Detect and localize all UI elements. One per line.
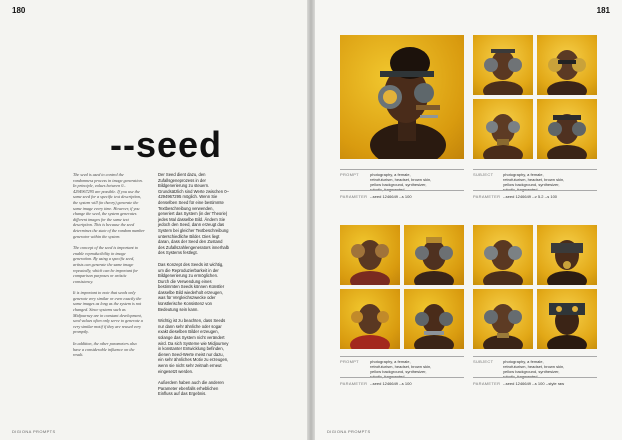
headset-figure-illustration (537, 225, 597, 285)
prompt-info-block-4 (473, 359, 597, 399)
german-column (158, 172, 230, 403)
right-page (315, 0, 622, 440)
prompt-label: PROMPT (340, 172, 359, 177)
page-number-left: 180 (12, 6, 26, 15)
portrait-image-grid-b4 (404, 289, 464, 349)
portrait-image-grid-b2 (404, 225, 464, 285)
prompt-value: photography, a female, retrofuturism, headset, brown skin, yellow background, synthesizer, robotic, fragmented (370, 172, 432, 192)
headset-figure-illustration (537, 289, 597, 349)
book-gutter (307, 0, 315, 440)
headset-figure-illustration (473, 35, 533, 95)
prompt-info-block-3 (340, 359, 464, 399)
portrait-image-grid-c1 (473, 225, 533, 285)
divider (340, 169, 464, 170)
portrait-image-large-1 (340, 35, 464, 159)
headset-figure-illustration (473, 225, 533, 285)
divider (473, 169, 597, 170)
page-title: --seed (110, 124, 223, 165)
subject-value: photography, a female, retrofuturism, headset, brown skin, yellow background, synthesizer, robotic, fragmented (503, 359, 565, 379)
de-paragraph: Außerdem haben auch die anderen Parameter ebenfalls erheblichen Einfluss auf das Ergebnis. (158, 380, 224, 397)
portrait-image-grid-a3 (473, 99, 533, 159)
footer-left: DIGIONA PROMPTS (12, 429, 56, 434)
portrait-image-grid-c2 (537, 225, 597, 285)
prompt-info-block-1 (340, 172, 464, 212)
parameter-label: PARAMETER (473, 381, 501, 386)
prompt-label: PROMPT (340, 359, 359, 364)
parameter-value: --seed 1246649 --s 100 (370, 381, 412, 386)
page-number-right: 181 (596, 6, 610, 15)
subject-label: SUBJECT (473, 359, 494, 364)
portrait-image-grid-a1 (473, 35, 533, 95)
headset-figure-illustration (537, 99, 597, 159)
de-paragraph: Das Konzept des Seeds ist wichtig, um die Reproduzierbarkeit in der Bildgenerierung zu ermöglichen. Durch die Verwendung eines bestimmten Seeds können Künstler dasselbe Bild wiederholt erzeugen, was für Vergleichszwecke oder künstlerische Konsistenz von Bedeutung sein kann. (158, 261, 225, 312)
parameter-label: PARAMETER (340, 194, 368, 199)
headset-figure-illustration (537, 35, 597, 95)
headset-figure-illustration (340, 289, 400, 349)
en-paragraph: In addition, the other parameters also have a considerable influence on the result. (73, 341, 137, 358)
portrait-image-grid-c3 (473, 289, 533, 349)
divider (473, 377, 597, 378)
portrait-image-grid-a4 (537, 99, 597, 159)
parameter-label: PARAMETER (340, 381, 368, 386)
parameter-value: --seed 1246649 --s 100 (370, 194, 412, 199)
parameter-label: PARAMETER (473, 194, 501, 199)
prompt-value: photography, a female, retrofuturism, headset, brown skin, yellow background, synthesizer, robotic, fragmented (370, 359, 432, 379)
subject-value: photography, a female, retrofuturism, headset, brown skin, yellow background, synthesizer, robotic, fragmented (503, 172, 565, 192)
portrait-image-grid-a2 (537, 35, 597, 95)
english-column (73, 172, 145, 364)
headset-figure-illustration (473, 99, 533, 159)
divider (473, 190, 597, 191)
headset-figure-illustration (340, 35, 464, 159)
portrait-image-grid-b1 (340, 225, 400, 285)
de-paragraph: Wichtig ist zu beachten, dass Seeds nur dann sehr ähnliche oder sogar exakt dieselben Bilder erzeugen, solange das System nicht verändert wird. Da sich Systeme wie Midjourney in konstanter Entwicklung befinden, dienen Seed-Werte meist nur dazu, ein sehr ähnliches Motiv zu erzeugen, wenn sie nicht sehr zeitnah erneut eingesetzt werden. (158, 318, 229, 374)
en-paragraph: The seed is used to control the randomness process in image generation. In principle, values between 0–4294967295 are possible. If you use the same seed for a specific text description, the system will (in theory) generate the same image every time. However, if you change the seed, the system generates different images for the same text description. This is because the seed determines the state of the random number generator within the system. (73, 172, 145, 239)
subject-label: SUBJECT (473, 172, 494, 177)
left-page (0, 0, 307, 440)
headset-figure-illustration (340, 225, 400, 285)
footer-right: DIGIONA PROMPTS (327, 429, 371, 434)
headset-figure-illustration (404, 289, 464, 349)
portrait-image-grid-c4 (537, 289, 597, 349)
en-paragraph: It is important to note that seeds only generate very similar or even exactly the same images as long as the system is not changed. Since systems such as Midjourney are in constant development, seed values often only serve to generate a very similar motif if they are reused very promptly. (73, 290, 143, 335)
divider (473, 356, 597, 357)
de-paragraph: Der Seed dient dazu, den Zufallsgeneprozess in der Bildgenerierung zu steuern. Grundsätzlich sind Werte zwischen 0–4294967295 möglich. Wenn Sie denselben Seed für eine bestimmte Textbeschreibung verwenden, generiert das System (in der Theorie) jedes Mal dasselbe Bild. Ändern Sie jedoch den Seed, dann erzeugt das System bei gleicher Textbeschreibung unterschiedliche Bilder. Dies liegt daran, dass der Seed den Zustand des Zufallszahlengenerators innerhalb des Systems festlegt. (158, 172, 229, 256)
headset-figure-illustration (473, 289, 533, 349)
divider (340, 377, 464, 378)
prompt-info-block-2 (473, 172, 597, 212)
headset-figure-illustration (404, 225, 464, 285)
portrait-image-grid-b3 (340, 289, 400, 349)
parameter-value: --seed 1246649 --s 100 --style raw (503, 381, 565, 386)
divider (340, 356, 464, 357)
en-paragraph: The concept of the seed is important to enable reproducibility in image generation. By using a specific seed, artists can generate the same image repeatedly, which can be important for comparison purposes or artistic consistency. (73, 245, 139, 284)
divider (340, 190, 464, 191)
parameter-value: --seed 1246649 --v 5.2 --s 100 (503, 194, 558, 199)
